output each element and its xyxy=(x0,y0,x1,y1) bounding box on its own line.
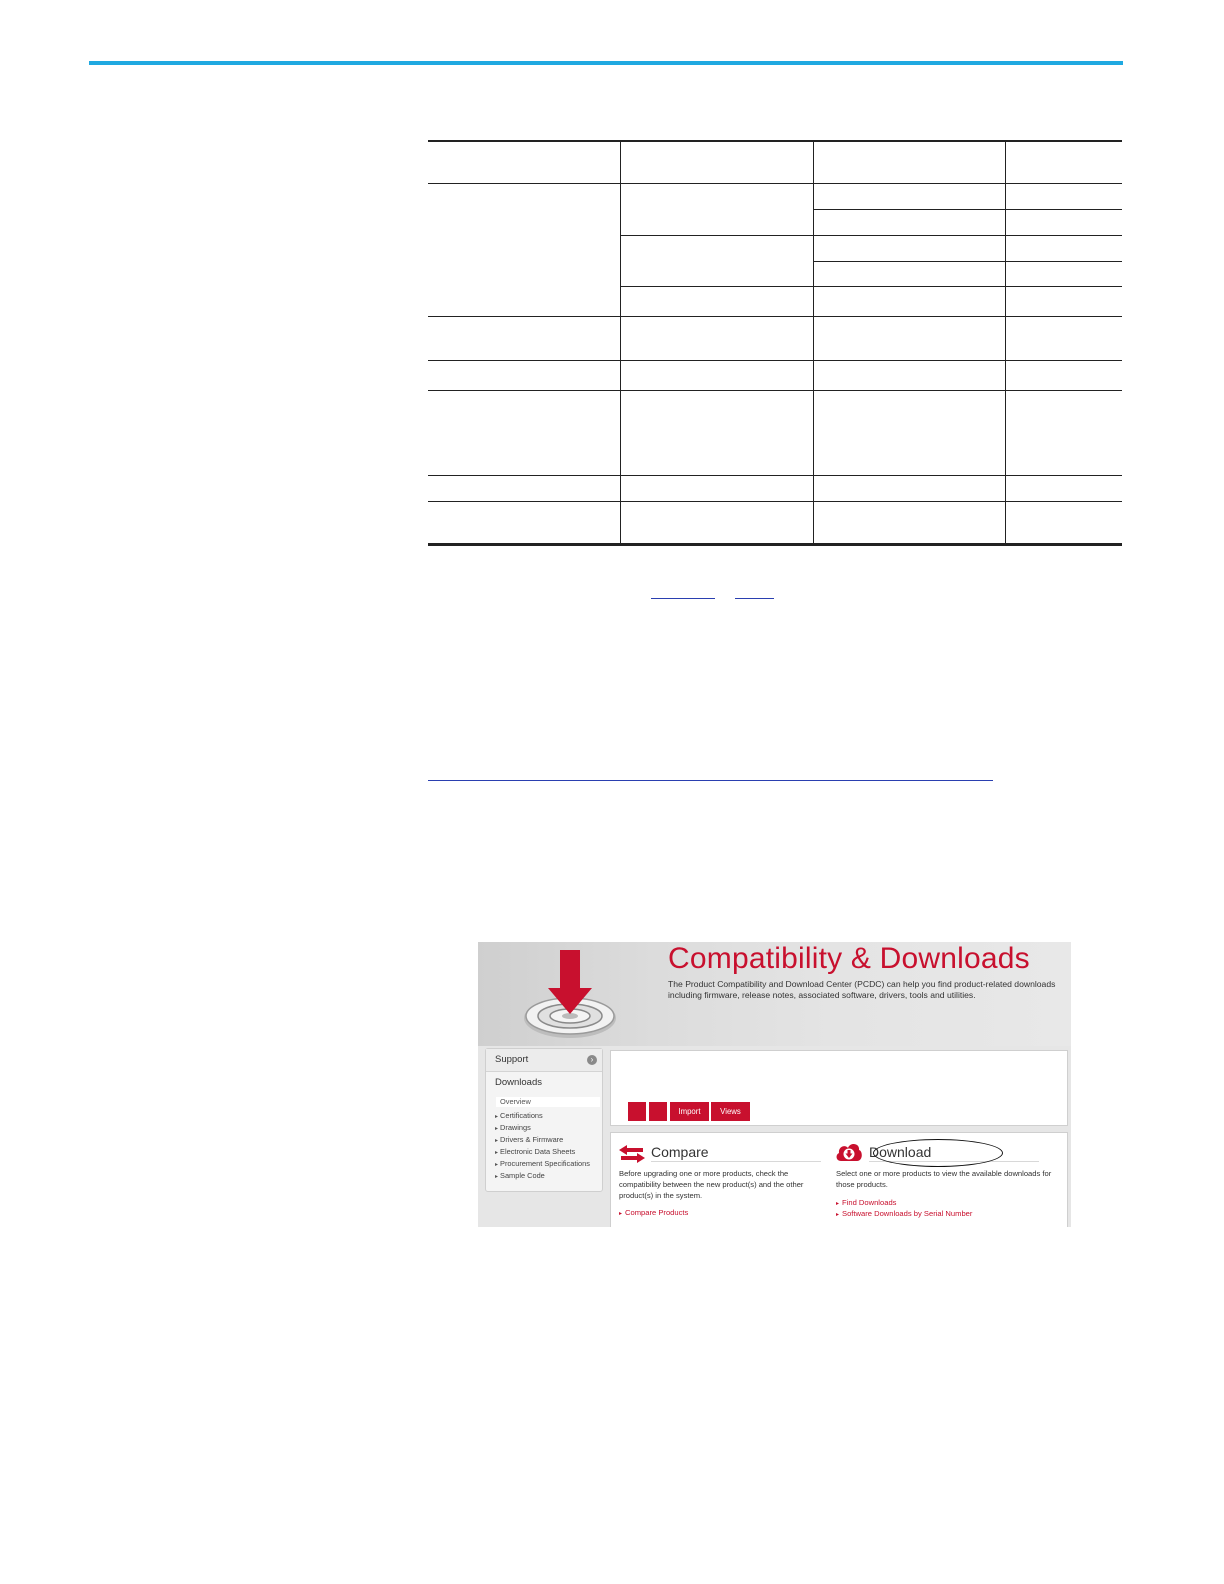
sidebar-support-label: Support xyxy=(495,1054,529,1065)
bullet-icon: ▸ xyxy=(836,1212,840,1218)
table-row-divider xyxy=(814,209,1122,210)
table-reference-link[interactable] xyxy=(651,598,715,599)
tab-blank-2[interactable] xyxy=(649,1102,667,1121)
compare-divider xyxy=(651,1161,821,1162)
header-rule xyxy=(89,61,1123,65)
download-highlight-ellipse xyxy=(873,1139,1003,1167)
compare-download-panel xyxy=(610,1132,1068,1227)
downloads-sidebar xyxy=(485,1048,603,1192)
table-column-divider xyxy=(620,140,621,545)
cloud-download-icon xyxy=(835,1141,863,1163)
table-column-divider xyxy=(813,140,814,545)
compare-description: Before upgrading one or more products, check the compatibility between the new product(s) and the other product(s) in the system. xyxy=(619,1169,804,1200)
sidebar-item-procurement-specifications[interactable]: ▸ Procurement Specifications xyxy=(495,1159,590,1168)
tab-views[interactable]: Views xyxy=(711,1102,750,1121)
table-row-divider xyxy=(428,501,1122,502)
tab-blank-1[interactable] xyxy=(628,1102,646,1121)
bullet-icon: ▸ xyxy=(495,1174,499,1180)
bullet-icon: ▸ xyxy=(836,1201,840,1207)
pcdc-description: The Product Compatibility and Download Center (PCDC) can help you find product-related downloads including firmware, release notes, associated software, drivers, tools and utilities. xyxy=(668,979,1056,1000)
sidebar-item-certifications[interactable]: ▸ Certifications xyxy=(495,1111,543,1120)
pcdc-title: Compatibility & Downloads xyxy=(668,942,1030,975)
table-column-divider xyxy=(1005,140,1006,545)
chevron-right-icon: › xyxy=(587,1055,597,1065)
sidebar-item-support[interactable] xyxy=(486,1049,602,1072)
table-bottom-border xyxy=(428,543,1122,546)
download-title: Download xyxy=(869,1144,932,1160)
sidebar-item-sample-code[interactable]: ▸ Sample Code xyxy=(495,1171,545,1180)
bullet-icon: ▸ xyxy=(495,1150,499,1156)
bullet-icon: ▸ xyxy=(619,1211,623,1217)
table-header-divider xyxy=(428,183,1122,184)
pcdc-web-screenshot xyxy=(478,942,1071,1227)
bullet-icon: ▸ xyxy=(495,1126,499,1132)
compare-products-link[interactable]: ▸ Compare Products xyxy=(619,1208,689,1217)
pcdc-banner xyxy=(478,942,1071,1046)
table-row-divider xyxy=(428,316,1122,317)
compare-title: Compare xyxy=(651,1144,709,1160)
download-description: Select one or more products to view the available downloads for those products. xyxy=(836,1169,1052,1189)
bullet-icon: ▸ xyxy=(495,1114,499,1120)
tab-import[interactable]: Import xyxy=(670,1102,709,1121)
bullet-icon: ▸ xyxy=(495,1138,499,1144)
table-row-divider xyxy=(428,475,1122,476)
download-center-url-link[interactable] xyxy=(428,780,993,781)
serial-number-downloads-link[interactable]: ▸ Software Downloads by Serial Number xyxy=(836,1209,973,1218)
specifications-table xyxy=(428,140,1122,546)
sidebar-item-electronic-data-sheets[interactable]: ▸ Electronic Data Sheets xyxy=(495,1147,576,1156)
sidebar-item-drawings[interactable]: ▸ Drawings xyxy=(495,1123,531,1132)
table-row-divider xyxy=(428,360,1122,361)
find-downloads-link[interactable]: ▸ Find Downloads xyxy=(836,1198,897,1207)
table-row-divider xyxy=(428,390,1122,391)
table-top-border xyxy=(428,140,1122,142)
sidebar-item-drivers-firmware[interactable]: ▸ Drivers & Firmware xyxy=(495,1135,564,1144)
download-target-icon xyxy=(518,946,628,1046)
sidebar-item-downloads[interactable]: Downloads xyxy=(495,1077,542,1088)
table-row-divider xyxy=(621,286,1122,287)
bullet-icon: ▸ xyxy=(495,1162,499,1168)
table-row-divider xyxy=(621,235,1122,236)
table-row-divider xyxy=(814,261,1122,262)
page-reference-link[interactable] xyxy=(735,598,774,599)
sidebar-item-overview[interactable]: Overview xyxy=(496,1097,600,1107)
compare-arrows-icon xyxy=(619,1145,645,1163)
search-panel xyxy=(610,1050,1068,1126)
